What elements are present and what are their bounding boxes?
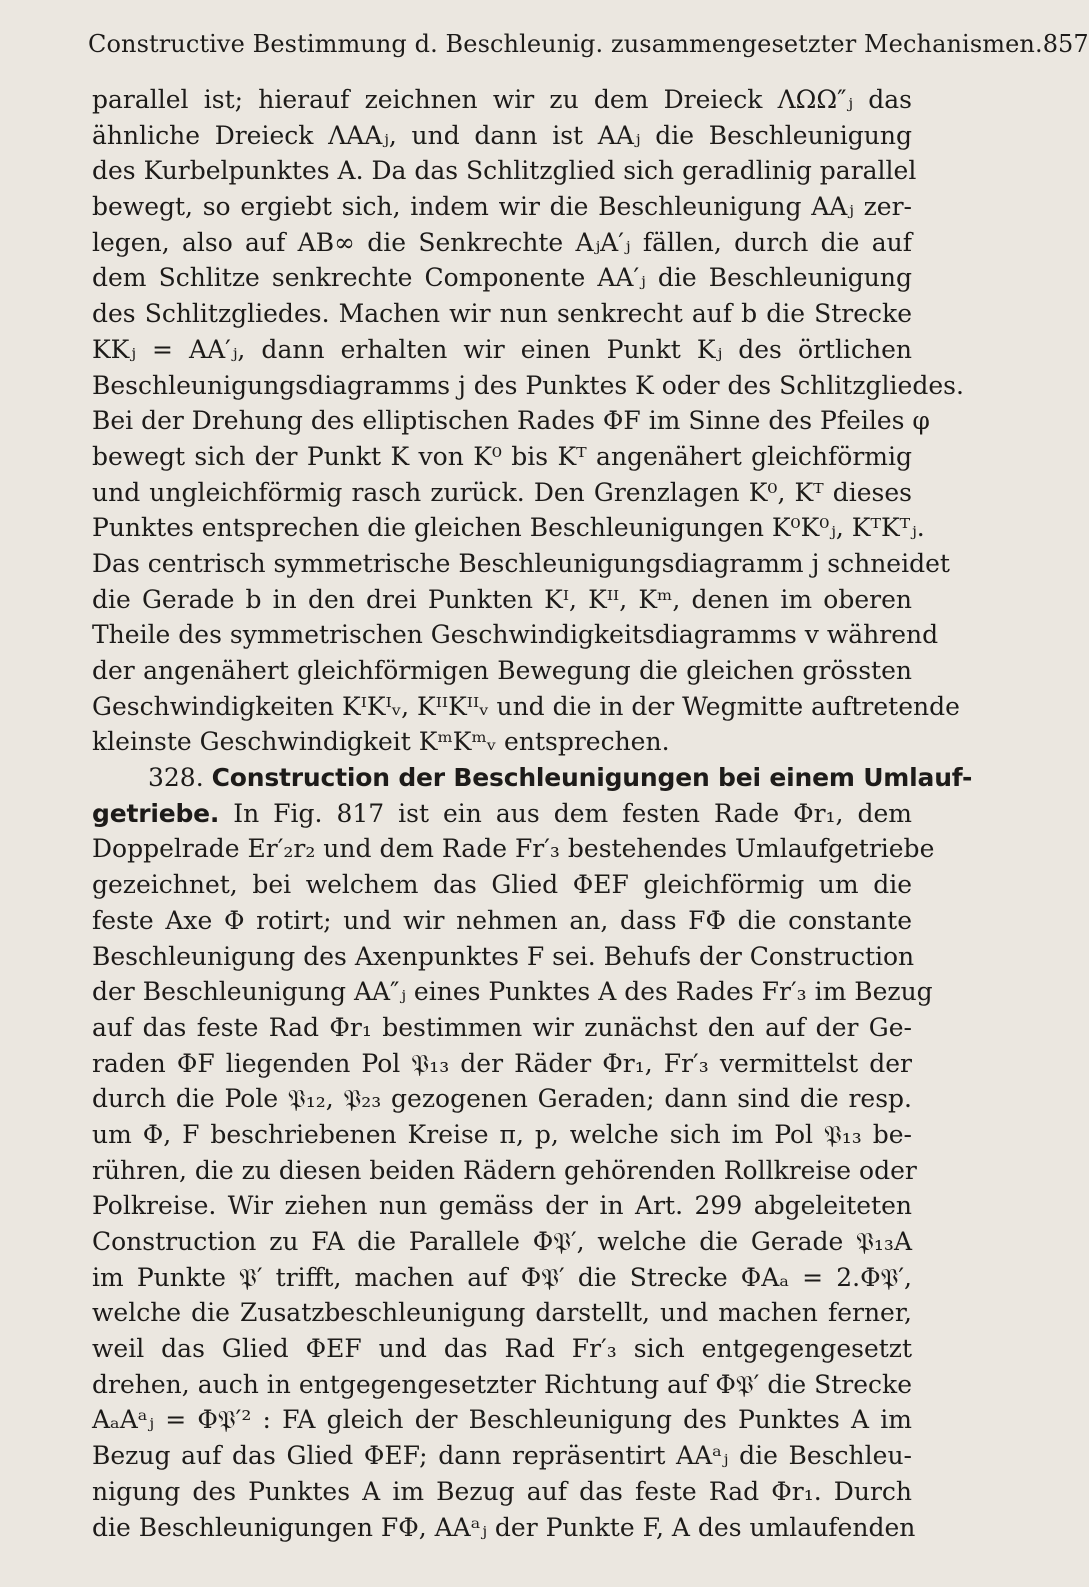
text-line: parallel ist; hierauf zeichnen wir zu dem Dreieck ΛΩΩ″ⱼ das (92, 85, 912, 114)
text-line: Bei der Drehung des elliptischen Rades ΦF im Sinne des Pfeiles φ (92, 406, 930, 436)
text-line: des Kurbelpunktes A. Da das Schlitzglied sich geradlinig parallel (92, 156, 917, 186)
section-328 (92, 760, 973, 1545)
text-line: Construction zu FA die Parallele Φ𝔓′, welche die Gerade 𝔓₁₃A (92, 1227, 912, 1256)
section-first-text: In Fig. 817 ist ein aus dem festen Rade Φr₁, dem (233, 798, 912, 828)
text-line: gezeichnet, bei welchem das Glied ΦEF gleichförmig um die (92, 870, 912, 900)
text-line: legen, also auf AB∞ die Senkrechte AⱼA′ⱼ fällen, durch die auf (92, 227, 912, 257)
text-line: Polkreise. Wir ziehen nun gemäss der in Art. 299 abgeleiteten (92, 1191, 912, 1221)
text-line: Geschwindigkeiten KᴵKᴵᵥ, KᴵᴵKᴵᴵᵥ und die in der Wegmitte auftretende (92, 691, 960, 721)
text-line: der angenähert gleichförmigen Bewegung die gleichen grössten (92, 656, 912, 685)
text-line: und ungleichförmig rasch zurück. Den Grenzlagen K⁰, Kᵀ dieses (92, 477, 912, 507)
text-line: die Gerade b in den drei Punkten Kᴵ, Kᴵᴵ, Kᵐ, denen im oberen (92, 584, 912, 614)
section-number: 328. (148, 763, 204, 793)
text-line: Doppelrade Er′₂r₂ und dem Rade Fr′₃ bestehendes Umlaufgetriebe (92, 834, 935, 864)
page-number: 857 (1042, 30, 1089, 58)
header-title: Constructive Bestimmung d. Beschleunig. zusammengesetzter Mechanismen. (88, 30, 1043, 58)
text-line: Das centrisch symmetrische Beschleunigungsdiagramm j schneidet (92, 548, 950, 578)
running-header (88, 30, 1089, 64)
text-line: durch die Pole 𝔓₁₂, 𝔓₂₃ gezogenen Geraden; dann sind die resp. (92, 1084, 912, 1114)
text-line: drehen, auch in entgegengesetzter Richtung auf Φ𝔓′ die Strecke (92, 1369, 912, 1399)
text-line: ähnliche Dreieck ΛAAⱼ, und dann ist AAⱼ die Beschleunigung (92, 120, 912, 150)
text-line: Beschleunigung des Axenpunktes F sei. Behufs der Construction (92, 941, 915, 971)
section-heading-continuation: getriebe. (92, 798, 220, 828)
text-line: Bezug auf das Glied ΦEF; dann repräsentirt AAᵃⱼ die Beschleu- (92, 1441, 912, 1471)
text-line: Beschleunigungsdiagramms j des Punktes K oder des Schlitzgliedes. (92, 370, 964, 400)
text-line: im Punkte 𝔓′ trifft, machen auf Φ𝔓′ die Strecke ΦAₐ = 2.Φ𝔓′, (92, 1262, 912, 1292)
section-first-line (92, 796, 912, 832)
text-line: Theile des symmetrischen Geschwindigkeitsdiagramms v während (92, 620, 939, 650)
text-line: rühren, die zu diesen beiden Rädern gehörenden Rollkreise oder (92, 1155, 917, 1185)
text-line: die Beschleunigungen FΦ, AAᵃⱼ der Punkte F, A des umlaufenden (92, 1512, 916, 1542)
section-heading: Construction der Beschleunigungen bei einem Umlauf- (211, 763, 973, 793)
text-line: kleinste Geschwindigkeit KᵐKᵐᵥ entsprechen. (92, 727, 670, 757)
text-line: weil das Glied ΦEF und das Rad Fr′₃ sich entgegengesetzt (92, 1334, 912, 1364)
text-line: nigung des Punktes A im Bezug auf das feste Rad Φr₁. Durch (92, 1476, 912, 1506)
text-line: Punktes entsprechen die gleichen Beschleunigungen K⁰K⁰ⱼ, KᵀKᵀⱼ. (92, 513, 925, 543)
text-line: bewegt sich der Punkt K von K⁰ bis Kᵀ angenähert gleichförmig (92, 441, 912, 471)
text-line: auf das feste Rad Φr₁ bestimmen wir zunächst den auf der Ge- (92, 1012, 912, 1042)
text-line: welche die Zusatzbeschleunigung darstellt, und machen ferner, (92, 1298, 912, 1328)
text-line: raden ΦF liegenden Pol 𝔓₁₃ der Räder Φr₁, Fr′₃ vermittelst der (92, 1048, 912, 1078)
text-line: bewegt, so ergiebt sich, indem wir die Beschleunigung AAⱼ zer- (92, 192, 912, 222)
text-line: feste Axe Φ rotirt; und wir nehmen an, dass FΦ die constante (92, 905, 912, 935)
body-text (92, 82, 973, 1545)
text-line: um Φ, F beschriebenen Kreise π, p, welche sich im Pol 𝔓₁₃ be- (92, 1119, 912, 1149)
text-line: KKⱼ = AA′ⱼ, dann erhalten wir einen Punkt Kⱼ des örtlichen (92, 334, 912, 364)
section-heading-line (92, 760, 973, 796)
text-line: der Beschleunigung AA″ⱼ eines Punktes A des Rades Fr′₃ im Bezug (92, 977, 933, 1007)
text-line: des Schlitzgliedes. Machen wir nun senkrecht auf b die Strecke (92, 299, 912, 329)
text-line: dem Schlitze senkrechte Componente AA′ⱼ die Beschleunigung (92, 263, 912, 293)
paragraph-continuation (92, 82, 964, 760)
text-line: AₐAᵃⱼ = Φ𝔓′² : FA gleich der Beschleunigung des Punktes A im (92, 1405, 912, 1435)
